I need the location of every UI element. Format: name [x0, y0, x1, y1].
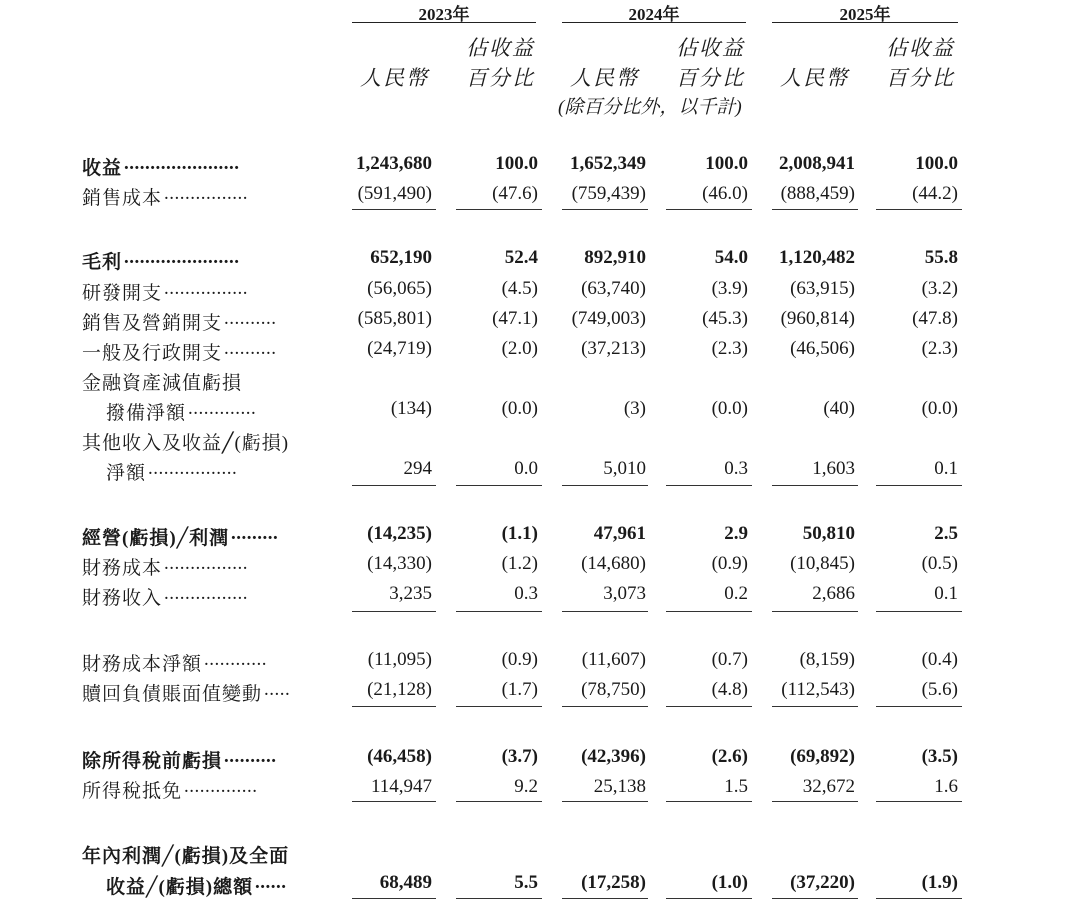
row-label: 毛利 — [82, 252, 123, 273]
pct-value: (3.2) — [921, 278, 958, 299]
subtotal-underline — [772, 611, 858, 612]
rmb-value: 1,243,680 — [356, 153, 432, 174]
rmb-header-2025: 人民幣 — [780, 66, 849, 90]
pct-value: (0.0) — [921, 398, 958, 419]
pct-value: (46.0) — [702, 183, 748, 204]
leader-dots: ...................... — [124, 247, 240, 268]
subtotal-underline — [562, 801, 648, 802]
rmb-value: (46,506) — [790, 338, 855, 359]
rmb-value: (17,258) — [581, 872, 646, 893]
table-row — [0, 368, 1080, 396]
row-label: 除所得稅前虧損 — [82, 751, 223, 772]
row-label: 年內利潤╱(虧損)及全面 — [82, 846, 290, 867]
leader-dots: .............. — [184, 776, 258, 797]
subtotal-underline — [772, 485, 858, 486]
pct-value: (2.3) — [921, 338, 958, 359]
subtotal-underline — [456, 801, 542, 802]
pct-value: (1.1) — [501, 523, 538, 544]
pct-value: 2.5 — [934, 523, 958, 544]
leader-dots: ..... — [264, 679, 291, 700]
subtotal-underline — [876, 209, 962, 210]
rmb-value: 1,603 — [812, 458, 855, 479]
rmb-value: 114,947 — [370, 776, 432, 797]
pct-value: (2.6) — [711, 746, 748, 767]
rmb-value: 2,008,941 — [779, 153, 855, 174]
pct-value: 0.0 — [514, 458, 538, 479]
year-header-2023: 2023年 — [418, 5, 470, 24]
subtotal-underline — [456, 898, 542, 899]
year-header-2024: 2024年 — [628, 5, 680, 24]
row-label: 經營(虧損)╱利潤 — [82, 528, 230, 549]
rmb-value: (8,159) — [799, 649, 855, 670]
rmb-value: (112,543) — [781, 679, 855, 700]
pct-header-line2-2024: 百分比 — [676, 66, 745, 90]
pct-value: 2.9 — [724, 523, 748, 544]
pct-header-line1-2024: 佔收益 — [676, 36, 745, 60]
row-label: 其他收入及收益╱(虧損) — [82, 433, 290, 454]
pct-value: 0.2 — [724, 583, 748, 604]
leader-dots: ................ — [164, 278, 248, 299]
rmb-value: (3) — [623, 398, 646, 419]
subtotal-underline — [666, 209, 752, 210]
leader-dots: .......... — [224, 338, 277, 359]
rmb-value: (10,845) — [790, 553, 855, 574]
pct-value: (0.0) — [501, 398, 538, 419]
table-row — [0, 458, 1080, 486]
rmb-value: (585,801) — [357, 308, 432, 329]
rmb-value: (749,003) — [571, 308, 646, 329]
table-row — [0, 247, 1080, 275]
rmb-value: (134) — [390, 398, 432, 419]
pct-header-line1-2023: 佔收益 — [466, 36, 535, 60]
pct-value: (0.0) — [711, 398, 748, 419]
subtotal-underline — [876, 706, 962, 707]
subtotal-underline — [456, 209, 542, 210]
pct-value: 0.3 — [514, 583, 538, 604]
leader-dots: .......... — [224, 746, 277, 767]
pct-value: (3.7) — [501, 746, 538, 767]
rmb-value: (591,490) — [357, 183, 432, 204]
row-label: 贖回負債賬面值變動 — [82, 684, 263, 705]
subtotal-underline — [352, 611, 436, 612]
rmb-value: (11,095) — [367, 649, 432, 670]
subtotal-underline — [352, 898, 436, 899]
rmb-value: 5,010 — [603, 458, 646, 479]
row-label: 研發開支 — [82, 283, 163, 304]
unit-note: (除百分比外，以千計) — [558, 97, 742, 118]
row-label: 淨額 — [106, 463, 147, 484]
subtotal-underline — [562, 706, 648, 707]
pct-value: (2.0) — [501, 338, 538, 359]
table-row — [0, 746, 1080, 774]
pct-value: 1.5 — [724, 776, 748, 797]
subtotal-underline — [562, 898, 648, 899]
row-label: 金融資產減值虧損 — [82, 373, 243, 394]
subtotal-underline — [666, 898, 752, 899]
pct-value: 52.4 — [504, 247, 538, 268]
subtotal-underline — [352, 706, 436, 707]
pct-value: 100.0 — [495, 153, 538, 174]
pct-value: 54.0 — [714, 247, 748, 268]
rmb-value: (37,213) — [581, 338, 646, 359]
rmb-header-2023: 人民幣 — [360, 66, 429, 90]
pct-value: 9.2 — [514, 776, 538, 797]
pct-value: (47.8) — [912, 308, 958, 329]
subtotal-underline — [352, 801, 436, 802]
subtotal-underline — [772, 801, 858, 802]
leader-dots: ............. — [188, 398, 257, 419]
subtotal-underline — [666, 801, 752, 802]
rmb-value: 47,961 — [593, 523, 646, 544]
rmb-value: (960,814) — [780, 308, 855, 329]
rmb-value: (37,220) — [790, 872, 855, 893]
subtotal-underline — [876, 485, 962, 486]
table-row — [0, 428, 1080, 456]
rmb-header-2024: 人民幣 — [570, 66, 639, 90]
leader-dots: ...................... — [124, 153, 240, 174]
pct-value: 55.8 — [924, 247, 958, 268]
subtotal-underline — [352, 209, 436, 210]
subtotal-underline — [456, 611, 542, 612]
table-row — [0, 308, 1080, 336]
pct-value: 0.1 — [934, 583, 958, 604]
pct-value: (0.5) — [921, 553, 958, 574]
row-label: 銷售及營銷開支 — [82, 313, 223, 334]
subtotal-underline — [352, 485, 436, 486]
leader-dots: ................. — [148, 458, 238, 479]
row-label: 收益╱(虧損)總額 — [106, 877, 254, 898]
row-label: 一般及行政開支 — [82, 343, 223, 364]
year-rule-2025 — [772, 22, 958, 23]
pct-header-line1-2025: 佔收益 — [886, 36, 955, 60]
subtotal-underline — [456, 706, 542, 707]
row-label: 銷售成本 — [82, 188, 163, 209]
row-label: 財務成本 — [82, 558, 163, 579]
rmb-value: (888,459) — [780, 183, 855, 204]
rmb-value: 652,190 — [370, 247, 432, 268]
table-row — [0, 553, 1080, 581]
table-row — [0, 338, 1080, 366]
row-label: 收益 — [82, 158, 123, 179]
rmb-value: (42,396) — [581, 746, 646, 767]
pct-value: (0.9) — [501, 649, 538, 670]
pct-value: (47.6) — [492, 183, 538, 204]
rmb-value: (11,607) — [581, 649, 646, 670]
pct-value: (0.4) — [921, 649, 958, 670]
rmb-value: 1,120,482 — [779, 247, 855, 268]
pct-value: (44.2) — [912, 183, 958, 204]
rmb-value: (24,719) — [367, 338, 432, 359]
pct-value: (2.3) — [711, 338, 748, 359]
leader-dots: ................ — [164, 183, 248, 204]
pct-value: (1.9) — [921, 872, 958, 893]
subtotal-underline — [772, 209, 858, 210]
subtotal-underline — [666, 706, 752, 707]
leader-dots: ............ — [204, 649, 267, 670]
pct-value: (0.7) — [711, 649, 748, 670]
rmb-value: (69,892) — [790, 746, 855, 767]
rmb-value: (40) — [823, 398, 855, 419]
pct-value: (47.1) — [492, 308, 538, 329]
rmb-value: (21,128) — [367, 679, 432, 700]
subtotal-underline — [456, 485, 542, 486]
subtotal-underline — [876, 898, 962, 899]
subtotal-underline — [876, 611, 962, 612]
pct-value: (45.3) — [702, 308, 748, 329]
rmb-value: 50,810 — [802, 523, 855, 544]
year-header-2025: 2025年 — [839, 5, 891, 24]
rmb-value: (78,750) — [581, 679, 646, 700]
year-rule-2024 — [562, 22, 746, 23]
rmb-value: (46,458) — [367, 746, 432, 767]
pct-value: (3.5) — [921, 746, 958, 767]
pct-value: (4.8) — [711, 679, 748, 700]
pct-value: (3.9) — [711, 278, 748, 299]
subtotal-underline — [562, 611, 648, 612]
rmb-value: (759,439) — [571, 183, 646, 204]
subtotal-underline — [562, 485, 648, 486]
rmb-value: (14,680) — [581, 553, 646, 574]
subtotal-underline — [772, 706, 858, 707]
table-row — [0, 278, 1080, 306]
leader-dots: ......... — [231, 523, 279, 544]
table-row — [0, 679, 1080, 707]
table-row — [0, 776, 1080, 804]
pct-header-line2-2025: 百分比 — [886, 66, 955, 90]
rmb-value: 32,672 — [802, 776, 855, 797]
rmb-value: (63,740) — [581, 278, 646, 299]
row-label: 財務成本淨額 — [82, 654, 203, 675]
table-row — [0, 841, 1080, 869]
rmb-value: 68,489 — [379, 872, 432, 893]
pct-value: 5.5 — [514, 872, 538, 893]
pct-value: (1.2) — [501, 553, 538, 574]
pct-value: 0.1 — [934, 458, 958, 479]
table-row — [0, 183, 1080, 211]
leader-dots: .......... — [224, 308, 277, 329]
subtotal-underline — [666, 611, 752, 612]
rmb-value: 1,652,349 — [570, 153, 646, 174]
table-row — [0, 398, 1080, 426]
pct-value: (5.6) — [921, 679, 958, 700]
rmb-value: (63,915) — [790, 278, 855, 299]
row-label: 撥備淨額 — [106, 403, 187, 424]
pct-value: 100.0 — [705, 153, 748, 174]
pct-value: 0.3 — [724, 458, 748, 479]
pct-value: (1.7) — [501, 679, 538, 700]
leader-dots: ................ — [164, 553, 248, 574]
leader-dots: ...... — [255, 872, 287, 893]
rmb-value: 3,073 — [603, 583, 646, 604]
pct-value: 1.6 — [934, 776, 958, 797]
row-label: 財務收入 — [82, 588, 163, 609]
pct-value: (4.5) — [501, 278, 538, 299]
subtotal-underline — [666, 485, 752, 486]
year-rule-2023 — [352, 22, 536, 23]
rmb-value: (14,235) — [367, 523, 432, 544]
row-label: 所得稅抵免 — [82, 781, 183, 802]
pct-value: 100.0 — [915, 153, 958, 174]
table-row — [0, 153, 1080, 181]
rmb-value: (56,065) — [367, 278, 432, 299]
rmb-value: 3,235 — [389, 583, 432, 604]
table-row — [0, 872, 1080, 900]
rmb-value: 892,910 — [584, 247, 646, 268]
pct-value: (0.9) — [711, 553, 748, 574]
table-row — [0, 583, 1080, 611]
subtotal-underline — [876, 801, 962, 802]
rmb-value: 2,686 — [812, 583, 855, 604]
table-row — [0, 523, 1080, 551]
pct-value: (1.0) — [711, 872, 748, 893]
subtotal-underline — [772, 898, 858, 899]
pct-header-line2-2023: 百分比 — [466, 66, 535, 90]
leader-dots: ................ — [164, 583, 248, 604]
rmb-value: (14,330) — [367, 553, 432, 574]
subtotal-underline — [562, 209, 648, 210]
rmb-value: 25,138 — [593, 776, 646, 797]
table-row — [0, 649, 1080, 677]
rmb-value: 294 — [403, 458, 432, 479]
